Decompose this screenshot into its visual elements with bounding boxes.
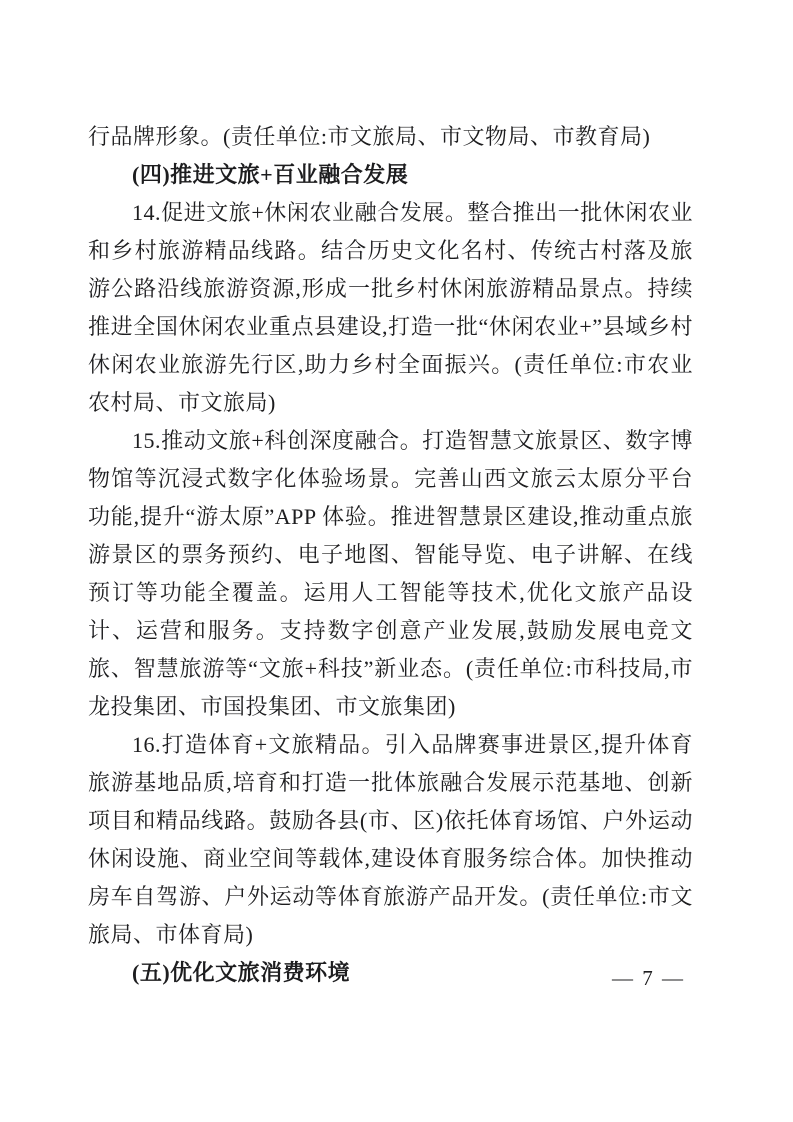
- paragraph-item-14: 14.促进文旅+休闲农业融合发展。整合推出一批休闲农业和乡村旅游精品线路。结合历史文化名村、传统古村落及旅游公路沿线旅游资源,形成一批乡村休闲旅游精品景点。持续推进全国休闲农业重点县建设,打造一批“休闲农业+”县域乡村休闲农业旅游先行区,助力乡村全面振兴。(责任单位:市农业农村局、市文旅局): [88, 200, 693, 415]
- paragraph-item-15: 15.推动文旅+科创深度融合。打造智慧文旅景区、数字博物馆等沉浸式数字化体验场景。完善山西文旅云太原分平台功能,提升“游太原”APP 体验。推进智慧景区建设,推动重点旅游景区的票务预约、电子地图、智能导览、电子讲解、在线预订等功能全覆盖。运用人工智能等技术,优化文旅产品设计、运营和服务。支持数字创意产业发展,鼓励发展电竞文旅、智慧旅游等“文旅+科技”新业态。(责任单位:市科技局,市龙投集团、市国投集团、市文旅集团): [88, 428, 693, 719]
- paragraph-continuation: 行品牌形象。(责任单位:市文旅局、市文物局、市教育局): [88, 124, 651, 149]
- section-heading-4: (四)推进文旅+百业融合发展: [132, 162, 409, 187]
- document-body: [88, 118, 693, 992]
- paragraph-item-16: 16.打造体育+文旅精品。引入品牌赛事进景区,提升体育旅游基地品质,培育和打造一批体旅融合发展示范基地、创新项目和精品线路。鼓励各县(市、区)依托体育场馆、户外运动休闲设施、商业空间等载体,建设体育服务综合体。加快推动房车自驾游、户外运动等体育旅游产品开发。(责任单位:市文旅局、市体育局): [88, 732, 693, 947]
- page-number: — 7 —: [612, 966, 685, 990]
- section-heading-5: (五)优化文旅消费环境: [132, 960, 351, 985]
